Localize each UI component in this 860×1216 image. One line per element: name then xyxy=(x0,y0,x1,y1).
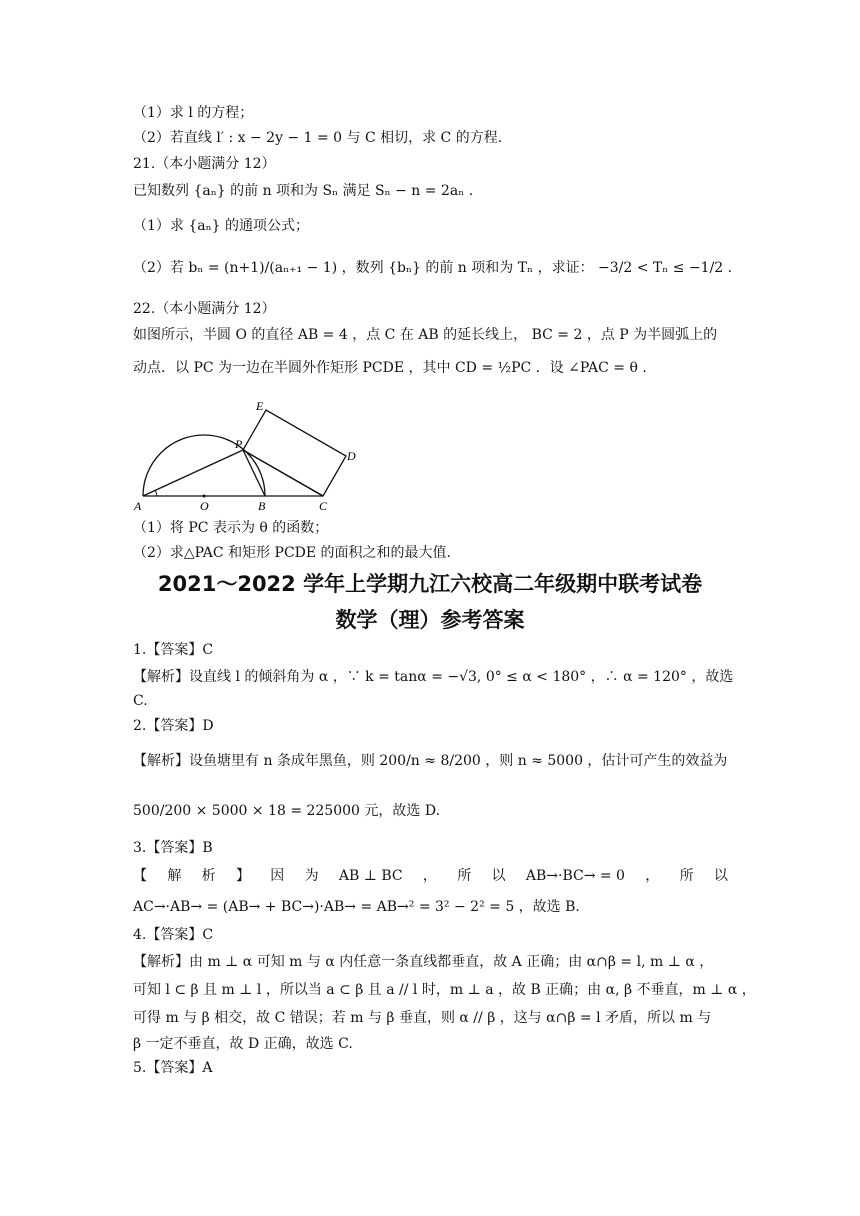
analysis-1-line1: 【解析】设直线 l 的倾斜角为 α ，∵ k = tanα = −√3, 0° ≤ α < 180° ，∴ α = 120° ，故选 xyxy=(133,669,734,685)
analysis-3-token: 所 xyxy=(457,868,472,884)
label-b: B xyxy=(258,499,266,513)
analysis-3-token: 【 xyxy=(133,868,147,884)
q21-part1: （1）求 {aₙ} 的通项公式； xyxy=(133,218,310,234)
analysis-3-token: 以 xyxy=(713,868,728,884)
angle-mark-theta xyxy=(155,490,157,496)
analysis-3-token: 所 xyxy=(679,868,694,884)
q22-stem-line2: 动点．以 PC 为一边在半圆外作矩形 PCDE ，其中 CD = ½PC ．设 ∠PAC = θ . xyxy=(133,360,647,376)
label-d: D xyxy=(347,449,356,463)
analysis-4-line2: 可知 l ⊂ β 且 m ⊥ l ，所以当 a ⊂ β 且 a // l 时，m ⊥ a ，故 B 正确；由 α, β 不垂直，m ⊥ α ， xyxy=(133,982,756,998)
analysis-2-line1: 【解析】设鱼塘里有 n 条成年黑鱼，则 200/n ≈ 8/200 ，则 n ≈ 5000 ，估计可产生的效益为 xyxy=(133,753,728,769)
q20-part1: （1）求 l 的方程； xyxy=(133,105,254,121)
label-p: P xyxy=(235,437,243,451)
label-a: A xyxy=(134,499,142,513)
analysis-3-token: 析 xyxy=(201,868,216,884)
label-e: E xyxy=(256,399,264,413)
q22-header: 22.（本小题满分 12） xyxy=(133,301,276,317)
analysis-3-token: AB→·BC→ = 0 xyxy=(525,868,625,884)
answer-2: 2.【答案】D xyxy=(133,718,214,734)
q21-part2: （2）若 bₙ = (n+1)/(aₙ₊₁ − 1) ，数列 {bₙ} 的前 n 项和为 Tₙ ，求证： −3/2 < Tₙ ≤ −1/2 . xyxy=(133,260,733,276)
analysis-4-line1: 【解析】由 m ⊥ α 可知 m 与 α 内任意一条直线都垂直，故 A 正确；由 α∩β = l, m ⊥ α ， xyxy=(133,954,714,970)
analysis-4-line3: 可得 m 与 β 相交，故 C 错误；若 m 与 β 垂直，则 α // β ，这与 α∩β = l 矛盾，所以 m 与 xyxy=(133,1010,712,1026)
analysis-3-token: ， xyxy=(422,868,437,884)
label-c: C xyxy=(319,499,328,513)
analysis-3-token: 为 xyxy=(304,868,319,884)
answer-5: 5.【答案】A xyxy=(133,1060,213,1076)
q22-part2: （2）求△PAC 和矩形 PCDE 的面积之和的最大值. xyxy=(133,545,452,561)
analysis-2-line2: 500/200 × 5000 × 18 = 225000 元，故选 D. xyxy=(133,803,441,819)
analysis-3-token: 解 xyxy=(167,868,182,884)
answer-1: 1.【答案】C xyxy=(133,642,214,658)
analysis-3-token: 以 xyxy=(491,868,506,884)
q22-part1: （1）将 PC 表示为 θ 的函数； xyxy=(133,520,329,536)
exam-title: 2021～2022 学年上学期九江六校高二年级期中联考试卷 xyxy=(157,572,703,596)
q21-stem: 已知数列 {aₙ} 的前 n 项和为 Sₙ 满足 Sₙ − n = 2aₙ . xyxy=(133,183,474,199)
q20-part2: （2）若直线 l′ : x − 2y − 1 = 0 与 C 相切，求 C 的方程. xyxy=(133,130,503,146)
answer-4: 4.【答案】C xyxy=(133,927,214,943)
analysis-3-token: 因 xyxy=(270,868,285,884)
analysis-3-token: 】 xyxy=(235,868,250,884)
analysis-3-token: ， xyxy=(645,868,660,884)
analysis-3-line2: AC→·AB→ = (AB→ + BC→)·AB→ = AB→² = 3² − 2² = 5 ，故选 B. xyxy=(133,899,580,915)
analysis-3-line1 xyxy=(133,866,728,886)
segment-ap xyxy=(143,450,243,496)
answer-title: 数学（理）参考答案 xyxy=(335,608,525,632)
answer-3: 3.【答案】B xyxy=(133,840,213,856)
center-dot xyxy=(203,495,206,498)
q21-header: 21.（本小题满分 12） xyxy=(133,156,276,172)
label-o: O xyxy=(200,499,209,513)
q22-stem-line1: 如图所示，半圆 O 的直径 AB = 4 ，点 C 在 AB 的延长线上， BC = 2 ，点 P 为半圆弧上的 xyxy=(133,327,718,343)
analysis-3-token: AB ⊥ BC xyxy=(338,868,403,884)
semicircle-rectangle-figure xyxy=(130,398,370,516)
analysis-1-line2: C. xyxy=(133,693,148,709)
analysis-4-line4: β 一定不垂直，故 D 正确，故选 C. xyxy=(133,1036,353,1052)
